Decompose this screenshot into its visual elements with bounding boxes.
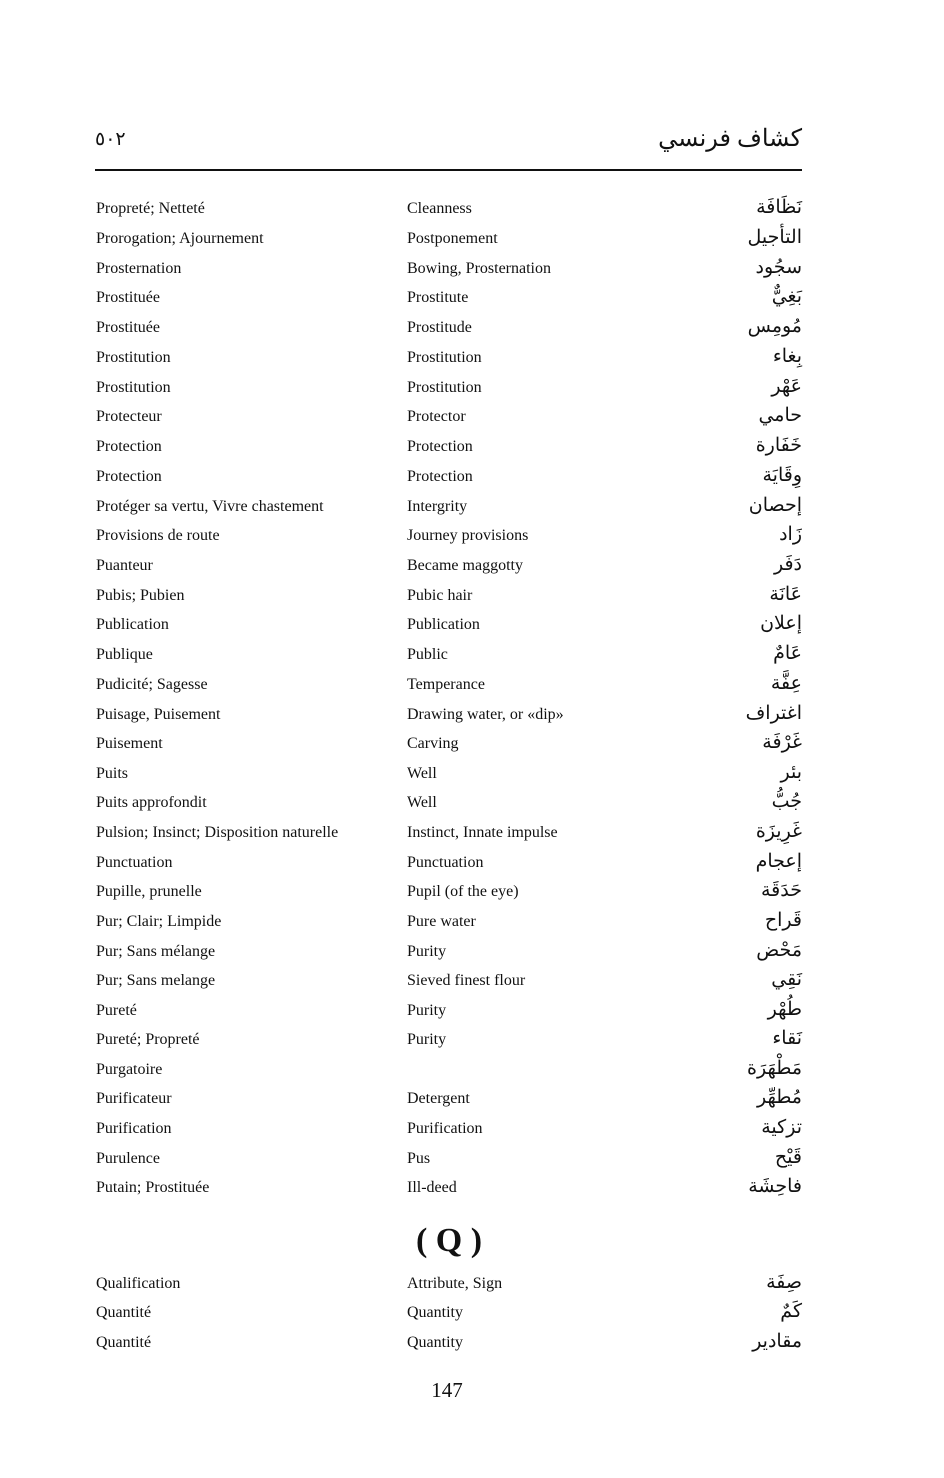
english-term: Prostitute bbox=[407, 289, 469, 306]
arabic-term: بَغِيٌّ bbox=[771, 286, 802, 307]
arabic-term: طُهْر bbox=[767, 999, 802, 1020]
table-row bbox=[0, 464, 944, 493]
arabic-term: مَطْهَرَة bbox=[747, 1058, 802, 1079]
arabic-term: مقادير bbox=[752, 1331, 802, 1352]
french-term: Purgatoire bbox=[96, 1061, 163, 1078]
arabic-term: عِفَّة bbox=[770, 673, 802, 694]
table-row bbox=[0, 939, 944, 968]
arabic-term: مَحْض bbox=[756, 940, 802, 961]
arabic-term: نَظَافَة bbox=[756, 197, 802, 218]
table-row bbox=[0, 375, 944, 404]
french-term: Purificateur bbox=[96, 1090, 172, 1107]
english-term: Temperance bbox=[407, 676, 485, 693]
header-divider bbox=[95, 169, 802, 171]
arabic-term: دَفَر bbox=[773, 554, 802, 575]
english-term: Public bbox=[407, 646, 448, 663]
arabic-term: فاحِشَة bbox=[748, 1176, 802, 1197]
table-row bbox=[0, 434, 944, 463]
arabic-term: تزكية bbox=[761, 1117, 802, 1138]
french-term: Puisage, Puisement bbox=[96, 706, 221, 723]
french-term: Puisement bbox=[96, 735, 163, 752]
page-number: 147 bbox=[431, 1378, 463, 1402]
table-row bbox=[0, 1027, 944, 1056]
table-row bbox=[0, 761, 944, 790]
english-term: Journey provisions bbox=[407, 527, 529, 544]
arabic-term: قَراح bbox=[764, 910, 802, 931]
french-term: Pur; Clair; Limpide bbox=[96, 913, 222, 930]
english-term: Prostitude bbox=[407, 319, 472, 336]
arabic-term: صِفَة bbox=[766, 1272, 802, 1293]
table-row bbox=[0, 1116, 944, 1145]
arabic-term: نَقاء bbox=[772, 1028, 802, 1049]
english-term: Protection bbox=[407, 438, 473, 455]
table-row bbox=[0, 315, 944, 344]
table-row bbox=[0, 879, 944, 908]
table-row bbox=[0, 1300, 944, 1329]
arabic-term: حامي bbox=[758, 405, 802, 426]
french-term: Provisions de route bbox=[96, 527, 220, 544]
arabic-term: بئر bbox=[780, 762, 802, 783]
french-term: Pur; Sans melange bbox=[96, 972, 216, 989]
french-term: Prostituée bbox=[96, 319, 160, 336]
english-term: Sieved finest flour bbox=[407, 972, 526, 989]
french-term: Puanteur bbox=[96, 557, 153, 574]
table-row bbox=[0, 998, 944, 1027]
english-term: Became maggotty bbox=[407, 557, 523, 574]
page-title: كشاف فرنسي bbox=[658, 126, 802, 152]
french-term: Protection bbox=[96, 468, 162, 485]
english-term: Ill-deed bbox=[407, 1179, 457, 1196]
french-term: Pur; Sans mélange bbox=[96, 943, 216, 960]
french-term: Pubis; Pubien bbox=[96, 587, 185, 604]
table-row bbox=[0, 790, 944, 819]
table-row bbox=[0, 850, 944, 879]
english-term: Prostitution bbox=[407, 379, 482, 396]
english-term: Postponement bbox=[407, 230, 498, 247]
french-term: Protecteur bbox=[96, 408, 162, 425]
table-row bbox=[0, 672, 944, 701]
arabic-term: إعلان bbox=[760, 613, 802, 634]
french-term: Quantité bbox=[96, 1304, 152, 1321]
table-row bbox=[0, 226, 944, 255]
french-term: Prosternation bbox=[96, 260, 182, 277]
english-term: Purity bbox=[407, 1002, 447, 1019]
english-term: Protection bbox=[407, 468, 473, 485]
english-term: Protector bbox=[407, 408, 466, 425]
arabic-term: غَرِيزَة bbox=[755, 821, 802, 842]
french-term: Protection bbox=[96, 438, 162, 455]
table-row bbox=[0, 702, 944, 731]
arabic-term: عَهْر bbox=[771, 376, 802, 397]
english-term: Quantity bbox=[407, 1304, 463, 1321]
french-term: Prostitution bbox=[96, 379, 171, 396]
table-row bbox=[0, 642, 944, 671]
arabic-term: عَامٌ bbox=[773, 643, 802, 664]
english-term: Attribute, Sign bbox=[407, 1275, 503, 1292]
french-term: Publique bbox=[96, 646, 153, 663]
french-term: Pudicité; Sagesse bbox=[96, 676, 208, 693]
french-term: Puits approfondit bbox=[96, 794, 207, 811]
english-term: Pure water bbox=[407, 913, 476, 930]
english-term: Cleanness bbox=[407, 200, 472, 217]
french-term: Putain; Prostituée bbox=[96, 1179, 210, 1196]
table-row bbox=[0, 553, 944, 582]
arabic-term: قَيْح bbox=[774, 1147, 802, 1168]
english-term: Carving bbox=[407, 735, 459, 752]
english-term: Well bbox=[407, 765, 437, 782]
english-term: Pupil (of the eye) bbox=[407, 883, 519, 900]
arabic-term: مُطهِّر bbox=[756, 1087, 802, 1108]
french-term: Purification bbox=[96, 1120, 172, 1137]
arabic-term: التأجيل bbox=[747, 227, 802, 248]
english-term: Pubic hair bbox=[407, 587, 473, 604]
english-term: Purity bbox=[407, 943, 447, 960]
french-term: Protéger sa vertu, Vivre chastement bbox=[96, 498, 324, 515]
table-row bbox=[0, 196, 944, 225]
english-term: Bowing, Prosternation bbox=[407, 260, 551, 277]
english-term: Prostitution bbox=[407, 349, 482, 366]
french-term: Punctuation bbox=[96, 854, 173, 871]
page-number-arabic: ٥٠٢ bbox=[95, 129, 126, 150]
french-term: Pureté; Propreté bbox=[96, 1031, 200, 1048]
table-row bbox=[0, 1086, 944, 1115]
french-term: Prostituée bbox=[96, 289, 160, 306]
arabic-term: حَدَقَة bbox=[761, 880, 802, 901]
arabic-term: اغتراف bbox=[745, 703, 802, 724]
english-term: Instinct, Innate impulse bbox=[407, 824, 558, 841]
french-term: Publication bbox=[96, 616, 169, 633]
french-term: Prostitution bbox=[96, 349, 171, 366]
arabic-term: خَفَارة bbox=[755, 435, 802, 456]
table-row bbox=[0, 494, 944, 523]
arabic-term: مُومِس bbox=[747, 316, 802, 337]
english-term: Purity bbox=[407, 1031, 447, 1048]
french-term: Propreté; Netteté bbox=[96, 200, 205, 217]
arabic-term: بِغاء bbox=[772, 346, 802, 367]
english-term: Well bbox=[407, 794, 437, 811]
french-term: Purulence bbox=[96, 1150, 160, 1167]
english-term: Intergrity bbox=[407, 498, 468, 515]
table-row bbox=[0, 256, 944, 285]
table-row bbox=[0, 731, 944, 760]
english-term: Quantity bbox=[407, 1334, 463, 1351]
table-row bbox=[0, 404, 944, 433]
english-term: Publication bbox=[407, 616, 480, 633]
arabic-term: كَمٌ bbox=[780, 1301, 802, 1322]
arabic-term: عَانَة bbox=[769, 584, 802, 605]
table-row bbox=[0, 1057, 944, 1086]
french-term: Pureté bbox=[96, 1002, 137, 1019]
english-term: Drawing water, or «dip» bbox=[407, 706, 564, 723]
arabic-term: إحصان bbox=[748, 495, 802, 516]
arabic-term: جُبُّ bbox=[771, 791, 802, 812]
french-term: Qualification bbox=[96, 1275, 181, 1292]
table-row bbox=[0, 345, 944, 374]
table-row bbox=[0, 909, 944, 938]
arabic-term: سجُود bbox=[755, 257, 802, 278]
section-letter-heading: ( Q ) bbox=[415, 1222, 483, 1259]
table-row bbox=[0, 968, 944, 997]
table-row bbox=[0, 820, 944, 849]
english-term: Pus bbox=[407, 1150, 431, 1167]
french-term: Pulsion; Insinct; Disposition naturelle bbox=[96, 824, 339, 841]
arabic-term: غَرْفَة bbox=[762, 732, 802, 753]
french-term: Puits bbox=[96, 765, 129, 782]
table-row bbox=[0, 1330, 944, 1359]
french-term: Prorogation; Ajournement bbox=[96, 230, 264, 247]
french-term: Pupille, prunelle bbox=[96, 883, 202, 900]
english-term: Punctuation bbox=[407, 854, 484, 871]
table-row bbox=[0, 285, 944, 314]
french-term: Quantité bbox=[96, 1334, 152, 1351]
table-row bbox=[0, 1175, 944, 1204]
table-row bbox=[0, 1146, 944, 1175]
english-term: Purification bbox=[407, 1120, 483, 1137]
arabic-term: نَقِي bbox=[771, 969, 802, 990]
arabic-term: إعجام bbox=[755, 851, 802, 872]
table-row bbox=[0, 523, 944, 552]
page-header bbox=[0, 0, 944, 180]
table-row bbox=[0, 612, 944, 641]
table-row bbox=[0, 1271, 944, 1300]
table-row bbox=[0, 583, 944, 612]
english-term: Detergent bbox=[407, 1090, 470, 1107]
arabic-term: زَاد bbox=[779, 524, 802, 545]
arabic-term: وِقَايَة bbox=[762, 465, 802, 486]
